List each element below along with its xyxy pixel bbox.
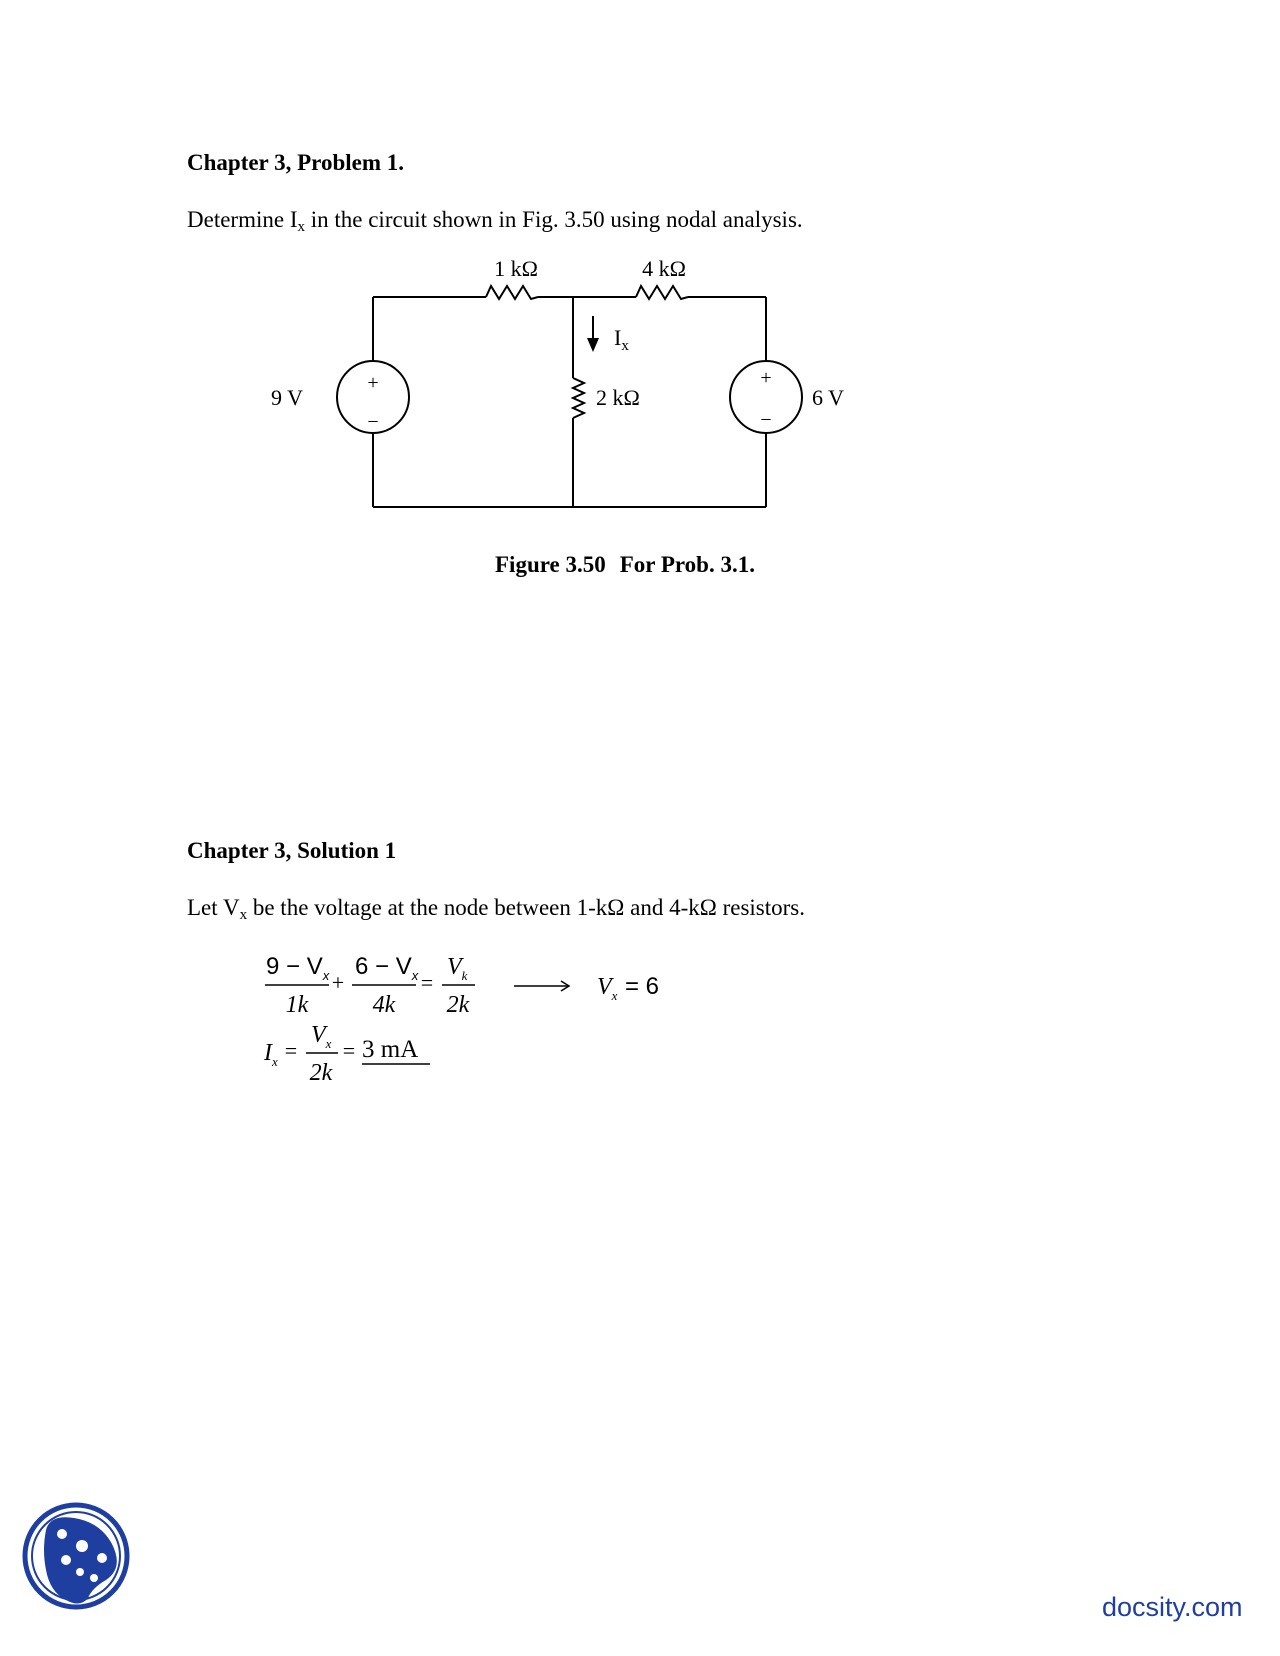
eq1-num3 <box>447 954 468 983</box>
eq1-num2 <box>355 953 419 983</box>
figure-caption-text: For Prob. 3.1. <box>619 552 755 577</box>
eq1-equals: = <box>420 970 434 995</box>
current-label <box>614 325 629 354</box>
eq1-plus: + <box>331 970 345 995</box>
eq2-result: 3 mA <box>362 1036 419 1063</box>
eq1-num3-sub: k <box>461 968 468 983</box>
source-right-label: 6 V <box>812 385 844 410</box>
source-right-plus: + <box>760 367 772 389</box>
eq1-num1-main: 9 − V <box>266 953 323 980</box>
eq1-result: = 6 <box>625 973 660 1000</box>
docsity-logo-icon <box>20 1500 132 1612</box>
figure-caption <box>495 552 755 578</box>
eq2-lhs <box>263 1040 278 1069</box>
eq1-den3: 2k <box>446 992 470 1018</box>
eq1-num1-sub: x <box>322 968 330 983</box>
problem-text-after: in the circuit shown in Fig. 3.50 using nodal analysis. <box>304 207 803 232</box>
eq1-result-var-main: V <box>597 974 612 1000</box>
eq1-num3-main: V <box>447 954 462 980</box>
problem-text-sub: x <box>297 219 305 235</box>
solution-text-after: be the voltage at the node between 1-kΩ and 4-kΩ resistors. <box>247 895 806 920</box>
solution-statement <box>187 895 805 924</box>
eq2-equals2: = <box>342 1038 356 1063</box>
docsity-link[interactable]: docsity.com <box>1102 1592 1243 1622</box>
equation-current <box>263 1022 430 1086</box>
eq2-equals1: = <box>284 1038 298 1063</box>
solution-equations <box>0 940 760 1100</box>
current-label-sub: x <box>621 338 629 354</box>
solution-text-sub: x <box>239 907 248 923</box>
eq2-num-sub: x <box>325 1036 332 1051</box>
source-right-minus: − <box>760 409 772 431</box>
resistor-2k-label: 2 kΩ <box>596 385 640 410</box>
resistor-1k <box>486 286 538 299</box>
figure-caption-number: Figure 3.50 <box>495 552 606 577</box>
problem-text-before: Determine I <box>187 207 298 232</box>
current-label-main: I <box>614 325 622 350</box>
eq1-den2: 4k <box>372 992 396 1018</box>
eq1-den1: 1k <box>285 992 309 1018</box>
resistor-4k <box>636 286 688 299</box>
source-left-label: 9 V <box>271 385 303 410</box>
eq1-result-var-sub: x <box>611 988 618 1003</box>
eq1-num2-sub: x <box>411 968 419 983</box>
eq2-den: 2k <box>309 1060 333 1086</box>
solution-heading: Chapter 3, Solution 1 <box>187 838 397 863</box>
circuit-wires <box>337 286 802 507</box>
source-left-minus: − <box>367 411 379 433</box>
eq2-lhs-sub: x <box>272 1054 278 1069</box>
source-left-plus: + <box>367 372 379 394</box>
eq1-num2-main: 6 − V <box>355 953 412 980</box>
eq1-result-var <box>597 974 618 1003</box>
eq2-num <box>311 1022 332 1051</box>
resistor-1k-label: 1 kΩ <box>494 256 538 281</box>
equation-nodal <box>265 953 659 1018</box>
eq1-num1 <box>266 953 330 983</box>
problem-heading: Chapter 3, Problem 1. <box>187 150 404 175</box>
resistor-2k <box>573 378 584 418</box>
eq2-num-main: V <box>311 1022 326 1048</box>
resistor-4k-label: 4 kΩ <box>642 256 686 281</box>
current-arrow-icon <box>587 338 599 352</box>
circuit-diagram <box>0 0 1280 540</box>
eq2-lhs-main: I <box>264 1040 272 1066</box>
solution-text-before: Let V <box>187 895 240 920</box>
